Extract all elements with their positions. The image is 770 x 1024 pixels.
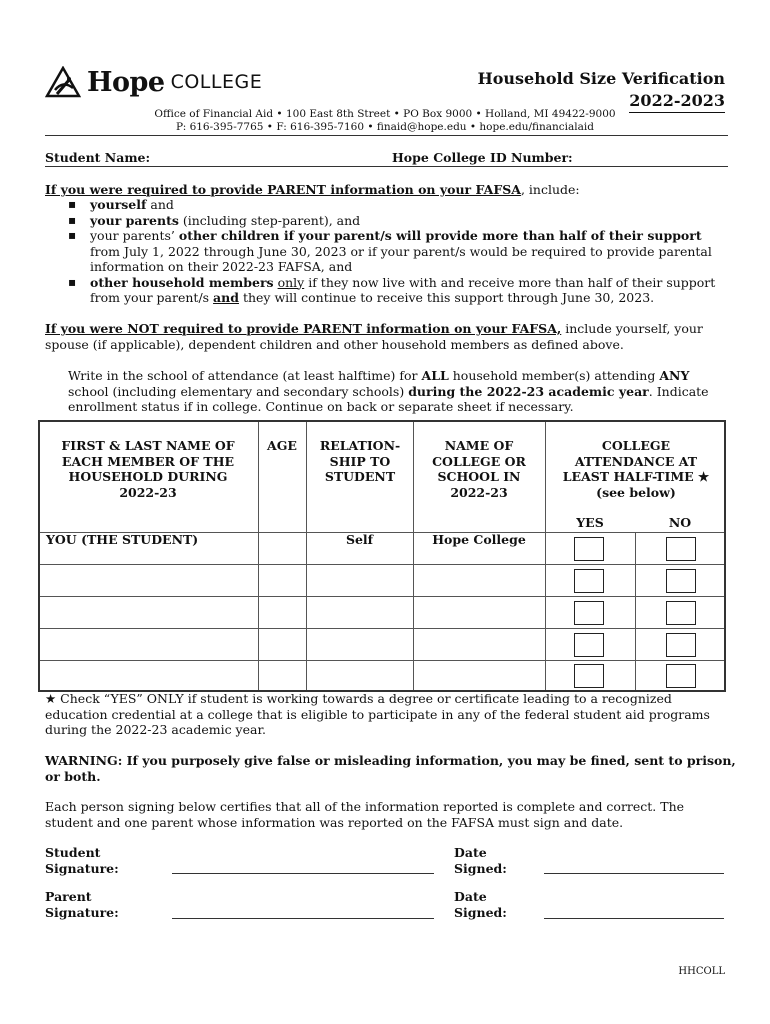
parent-household-list bbox=[45, 197, 735, 306]
parent-signature-line[interactable] bbox=[172, 918, 434, 919]
row1-college: Hope College bbox=[432, 532, 526, 547]
no-parent-info-paragraph: If you were NOT required to provide PARENT information on your FAFSA, include yourself, your spouse (if applicable), dependent children and other household members as defined above. bbox=[45, 321, 703, 352]
header-age: AGE bbox=[267, 438, 297, 453]
row2-yes-checkbox[interactable] bbox=[574, 569, 604, 593]
row1-name: YOU (THE STUDENT) bbox=[46, 532, 199, 547]
logo-wordmark-hope: Hope bbox=[87, 66, 165, 98]
fields-divider bbox=[45, 166, 728, 167]
household-members-table bbox=[38, 420, 726, 692]
row3-no-checkbox[interactable] bbox=[666, 601, 696, 625]
star-footnote: ★ Check “YES” ONLY if student is working towards a degree or certificate leading to a recognized education credential at a college that is eligible to participate in any of the federal student aid programs during the 2022-23 academic year. bbox=[45, 691, 710, 737]
student-date-line[interactable] bbox=[544, 873, 724, 874]
student-date-label: Date Signed: bbox=[454, 845, 507, 876]
row4-yes-checkbox[interactable] bbox=[574, 633, 604, 657]
warning-text: WARNING: If you purposely give false or misleading information, you may be fined, sent to prison, or both. bbox=[45, 753, 736, 784]
header-attendance: COLLEGE ATTENDANCE AT LEAST HALF-TIME ★ (see below) bbox=[562, 438, 710, 500]
header-member-name: FIRST & LAST NAME OF EACH MEMBER OF THE HOUSEHOLD DURING 2022-23 bbox=[61, 438, 235, 500]
header-divider bbox=[45, 135, 728, 136]
certification-text: Each person signing below certifies that all of the information reported is complete and correct. The student and one parent whose information was reported on the FAFSA must sign and date. bbox=[45, 799, 685, 830]
office-address: Office of Financial Aid • 100 East 8th Street • PO Box 9000 • Holland, MI 49422-9000 bbox=[154, 108, 616, 120]
student-signature-label: Student Signature: bbox=[45, 845, 119, 876]
parent-info-heading: If you were required to provide PARENT information on your FAFSA, include: bbox=[45, 182, 580, 197]
row1-yes-checkbox[interactable] bbox=[574, 537, 604, 561]
parent-date-line[interactable] bbox=[544, 918, 724, 919]
form-code: HHCOLL bbox=[678, 966, 725, 977]
row2-no-checkbox[interactable] bbox=[666, 569, 696, 593]
header-yes: YES bbox=[576, 515, 604, 530]
hope-college-logo bbox=[45, 66, 262, 98]
parent-date-label: Date Signed: bbox=[454, 889, 507, 920]
form-year: 2022-2023 bbox=[629, 90, 725, 113]
student-name-label: Student Name: bbox=[45, 150, 151, 165]
row1-relationship: Self bbox=[345, 532, 374, 547]
list-item: ▪ yourself and bbox=[45, 197, 735, 213]
logo-wordmark-college: COLLEGE bbox=[170, 71, 263, 93]
office-contact: P: 616-395-7765 • F: 616-395-7160 • finaid@hope.edu • hope.edu/financialaid bbox=[176, 121, 594, 133]
form-title-block bbox=[478, 68, 725, 113]
row5-no-checkbox[interactable] bbox=[666, 664, 696, 688]
row1-no-checkbox[interactable] bbox=[666, 537, 696, 561]
header-relationship: RELATION-SHIP TO STUDENT bbox=[319, 438, 401, 484]
id-number-label: Hope College ID Number: bbox=[392, 150, 573, 165]
parent-signature-label: Parent Signature: bbox=[45, 889, 119, 920]
form-title: Household Size Verification bbox=[477, 69, 725, 88]
anchor-cross-logo-icon bbox=[45, 66, 81, 98]
list-item: ▪ your parents (including step-parent), and bbox=[45, 213, 735, 229]
header-no: NO bbox=[668, 515, 692, 530]
row4-no-checkbox[interactable] bbox=[666, 633, 696, 657]
header-college-name: NAME OF COLLEGE OR SCHOOL IN 2022-23 bbox=[432, 438, 526, 500]
student-signature-line[interactable] bbox=[172, 873, 434, 874]
attendance-instructions: Write in the school of attendance (at least halftime) for ALL household member(s) attending ANY school (including elementary and secondary schools) during the 2022-23 academic year. Indicate enrollment status if in college. Continue on back or separate sheet if necessary. bbox=[68, 368, 709, 414]
list-item: ▪ your parents’ other children if your parent/s will provide more than half of their support from July 1, 2022 through June 30, 2023 or if your parent/s would be required to provide parental information on their 2022-23 FAFSA, and bbox=[45, 228, 735, 275]
list-item: ▪ other household members only if they now live with and receive more than half of their support from your parent/s and they will continue to receive this support through June 30, 2023. bbox=[45, 275, 735, 306]
row3-yes-checkbox[interactable] bbox=[574, 601, 604, 625]
row5-yes-checkbox[interactable] bbox=[574, 664, 604, 688]
